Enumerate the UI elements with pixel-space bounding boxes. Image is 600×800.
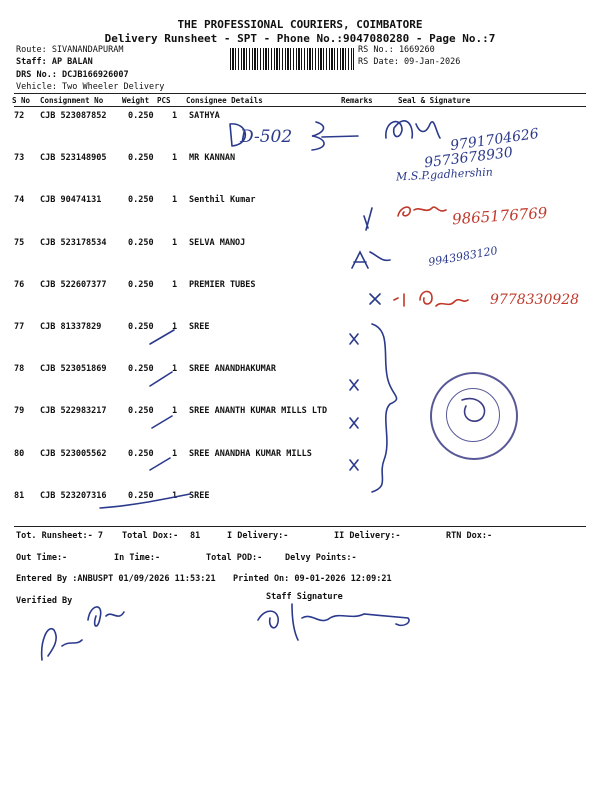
row-pcs: 1 — [172, 406, 178, 417]
col-consignment: Consignment No — [40, 96, 104, 105]
tick-79 — [152, 416, 172, 428]
remark-brace — [312, 122, 324, 150]
row-pcs: 1 — [172, 279, 178, 290]
out-time: Out Time:- — [16, 553, 68, 563]
delvy-points: Delvy Points:- — [285, 553, 357, 563]
col-seal: Seal & Signature — [398, 96, 471, 105]
row-consignment-no: CJB 523087852 — [40, 111, 107, 121]
handwritten-remark-72: D-502 — [240, 127, 293, 147]
row-consignment-no: CJB 81337829 — [40, 322, 102, 332]
row-weight: 0.250 — [128, 322, 154, 332]
signature-76 — [420, 291, 468, 306]
row-pcs: 1 — [172, 237, 178, 248]
tot-runsheet: Tot. Runsheet:- 7 — [16, 531, 103, 541]
i-delivery: I Delivery:- — [227, 531, 289, 541]
row-consignment-no: CJB 523207316 — [40, 490, 107, 501]
row-sno: 77 — [14, 322, 25, 332]
row-weight: 0.250 — [128, 406, 154, 417]
row-weight: 0.250 — [128, 279, 154, 290]
row-sno: 74 — [14, 195, 25, 206]
runsheet-subtitle: Delivery Runsheet - SPT - Phone No.:9047080280 - Page No.:7 — [104, 32, 496, 45]
row-pcs: 1 — [172, 322, 178, 332]
row-consignment-no: CJB 522607377 — [40, 279, 107, 290]
row-consignee: Senthil Kumar — [189, 195, 256, 206]
total-dox-label: Total Dox:- — [122, 531, 179, 541]
mark-x-78 — [350, 380, 358, 390]
row-consignment-no: CJB 523148905 — [40, 153, 107, 164]
handwritten-name-73: M.S.P.gadhershin — [395, 165, 494, 184]
rs-date: RS Date: 09-Jan-2026 — [358, 57, 461, 67]
row-weight: 0.250 — [128, 490, 154, 501]
row-sno: 75 — [14, 237, 25, 248]
entered-by: Entered By :ANBUSPT 01/09/2026 11:53:21 — [16, 574, 216, 584]
mark-x-77 — [350, 334, 358, 344]
mark-x-79 — [350, 418, 358, 428]
mark-x-80 — [350, 460, 358, 470]
rtn-dox: RTN Dox:- — [446, 531, 493, 541]
col-weight: Weight — [122, 96, 150, 105]
row-pcs: 1 — [172, 364, 178, 375]
row-consignee: PREMIER TUBES — [189, 279, 256, 290]
rs-number: RS No.: 1669260 — [358, 45, 435, 55]
handwritten-phone-74: 9865176769 — [451, 203, 548, 229]
signature-72 — [386, 121, 440, 138]
in-time: In Time:- — [114, 553, 161, 563]
col-pcs: PCS — [157, 96, 171, 105]
tick-78 — [150, 372, 172, 386]
row-sno: 72 — [14, 111, 25, 121]
mark-red-76 — [394, 294, 404, 306]
row-pcs: 1 — [172, 153, 178, 164]
row-consignee: SREE ANANDHAKUMAR — [189, 364, 276, 375]
mark-75 — [352, 252, 390, 268]
row-consignee: SREE ANANTH KUMAR MILLS LTD — [189, 406, 328, 417]
row-pcs: 1 — [172, 111, 178, 121]
row-consignee: SREE — [189, 490, 210, 501]
rows-brace — [372, 324, 397, 492]
tick-81 — [100, 494, 190, 508]
total-pod: Total POD:- — [206, 553, 263, 563]
staff-signature-label: Staff Signature — [266, 592, 343, 602]
company-title: THE PROFESSIONAL COURIERS, COIMBATORE — [177, 18, 423, 31]
row-weight: 0.250 — [128, 153, 154, 164]
row-weight: 0.250 — [128, 111, 154, 121]
row-consignment-no: CJB 523178534 — [40, 237, 107, 248]
row-consignment-no: CJB 523051869 — [40, 364, 107, 375]
col-remarks: Remarks — [341, 96, 373, 105]
row-consignee: SATHYA — [189, 111, 220, 121]
drs-number: DRS No.: DCJB166926007 — [16, 70, 129, 80]
col-sno: S No — [12, 96, 31, 105]
tick-77 — [150, 330, 174, 344]
route-label: Route: SIVANANDAPURAM — [16, 45, 124, 55]
row-pcs: 1 — [172, 490, 178, 501]
row-weight: 0.250 — [128, 195, 154, 206]
row-consignee: SELVA MANOJ — [189, 237, 246, 248]
tick-80 — [150, 458, 170, 470]
staff-signature — [258, 604, 409, 640]
row-sno: 78 — [14, 364, 25, 375]
handwritten-phone-75: 9943983120 — [427, 244, 499, 269]
row-consignment-no: CJB 90474131 — [40, 195, 102, 206]
row-sno: 79 — [14, 406, 25, 417]
row-sno: 73 — [14, 153, 25, 164]
row-weight: 0.250 — [128, 364, 154, 375]
total-dox-value: 81 — [190, 531, 201, 541]
row-sno: 76 — [14, 279, 25, 290]
col-consignee: Consignee Details — [186, 96, 263, 105]
ii-delivery: II Delivery:- — [334, 531, 401, 541]
table-bottom-rule — [14, 526, 586, 527]
vehicle-label: Vehicle: Two Wheeler Delivery — [16, 82, 165, 92]
mark-76 — [370, 294, 380, 304]
mark-74 — [364, 208, 372, 230]
printed-on: Printed On: 09-01-2026 12:09:21 — [233, 574, 392, 584]
row-consignment-no: CJB 523005562 — [40, 448, 107, 459]
row-weight: 0.250 — [128, 237, 154, 248]
handwritten-phone-2: 9573678930 — [423, 144, 514, 172]
verified-by-label: Verified By — [16, 596, 73, 606]
staff-label: Staff: AP BALAN — [16, 57, 93, 67]
verified-signature — [42, 607, 124, 660]
row-consignee: SREE ANANDHA KUMAR MILLS — [189, 448, 312, 459]
row-consignee: SREE — [189, 322, 210, 332]
row-sno: 80 — [14, 448, 25, 459]
row-consignment-no: CJB 522983217 — [40, 406, 107, 417]
row-pcs: 1 — [172, 195, 178, 206]
remark-line — [322, 136, 358, 137]
stamp-monogram — [462, 399, 485, 422]
row-consignee: MR KANNAN — [189, 153, 236, 164]
row-sno: 81 — [14, 490, 25, 501]
signature-74 — [398, 207, 446, 216]
row-weight: 0.250 — [128, 448, 154, 459]
row-pcs: 1 — [172, 448, 178, 459]
handwritten-phone-76: 9778330928 — [490, 292, 580, 308]
handwritten-phone-1: 9791704626 — [449, 125, 540, 155]
